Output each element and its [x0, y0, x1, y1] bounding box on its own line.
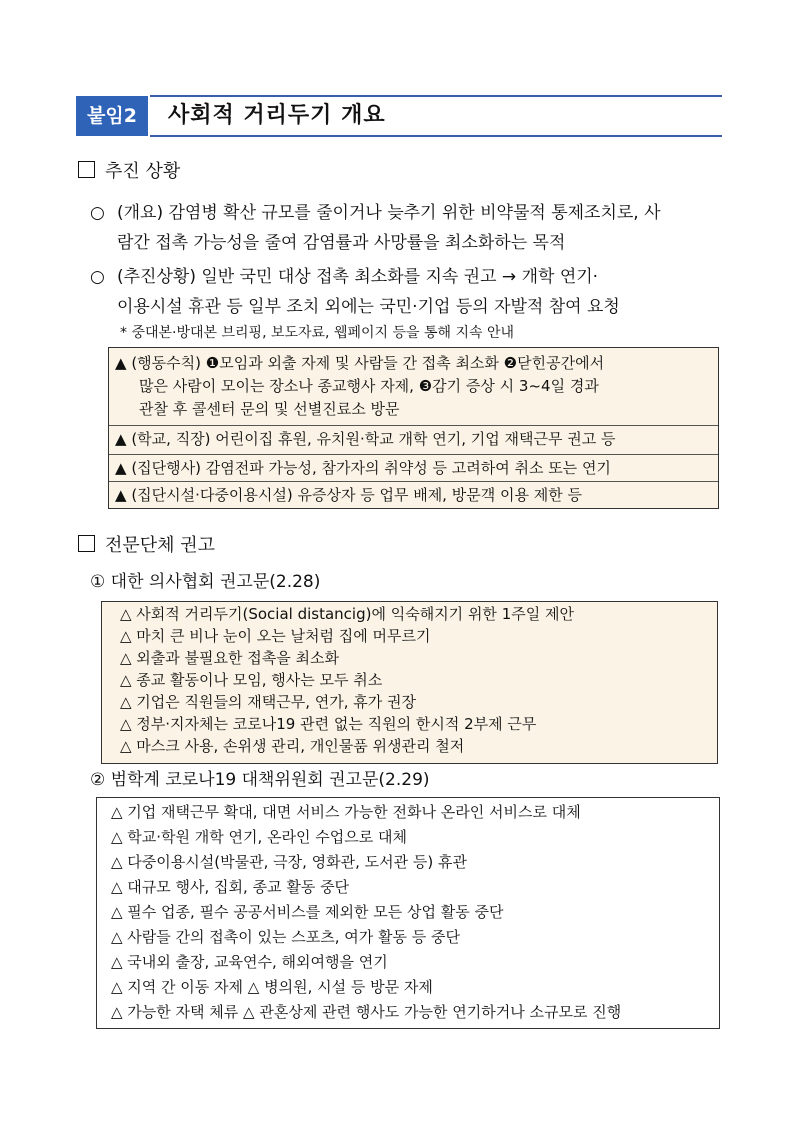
circle-bullet-icon: ○: [90, 267, 105, 287]
title-rule-bottom: [150, 135, 722, 137]
kma-recommendation-box: [101, 601, 718, 764]
bullet-overview-line2: 람간 접촉 가능성을 줄여 감염률과 사망률을 최소화하는 목적: [117, 233, 566, 253]
triangle-bullet-icon: ▲: [115, 430, 127, 448]
footnote: * 중대본·방대본 브리핑, 보도자료, 웹페이지 등을 통해 지속 안내: [120, 325, 515, 341]
action-guideline-box: [108, 347, 719, 509]
list-item: △ 필수 업종, 필수 공공서비스를 제외한 모든 상업 활동 중단: [111, 903, 504, 921]
guideline-row: [115, 428, 616, 450]
section-heading-text: 추진 상황: [105, 161, 181, 182]
guideline-text: (집단시설·다중이용시설) 유증상자 등 업무 배제, 방문객 이용 제한 등: [131, 486, 582, 504]
section-heading-text: 전문단체 권고: [105, 535, 216, 556]
bullet-progress-line1: (추진상황) 일반 국민 대상 접촉 최소화를 지속 권고 → 개학 연기·: [117, 267, 599, 287]
list-item: △ 기업은 직원들의 재택근무, 연가, 휴가 권장: [120, 693, 417, 711]
list-item: △ 다중이용시설(박물관, 극장, 영화관, 도서관 등) 휴관: [111, 853, 467, 871]
triangle-bullet-icon: ▲: [115, 459, 127, 477]
bullet-progress-line2: 이용시설 휴관 등 일부 조치 외에는 국민·기업 등의 자발적 참여 요청: [117, 297, 620, 317]
triangle-bullet-icon: ▲: [115, 486, 127, 504]
checkbox-square-icon: [78, 161, 95, 178]
guideline-row: [115, 484, 582, 506]
list-item: △ 외출과 불필요한 접촉을 최소화: [120, 649, 339, 667]
bullet-overview-line1: (개요) 감염병 확산 규모를 줄이거나 늦추기 위한 비약물적 통제조치로, 사: [117, 203, 661, 223]
section-heading-status: [78, 160, 180, 184]
divider: [109, 454, 718, 455]
guideline-text: (집단행사) 감염전파 가능성, 참가자의 취약성 등 고려하여 취소 또는 연기: [131, 459, 611, 477]
guideline-row: [115, 352, 604, 374]
list-item: △ 지역 간 이동 자제 △ 병의원, 시설 등 방문 자제: [111, 978, 433, 996]
list-item: △ 대규모 행사, 집회, 종교 활동 중단: [111, 878, 350, 896]
list-item: △ 기업 재택근무 확대, 대면 서비스 가능한 전화나 온라인 서비스로 대체: [111, 803, 581, 821]
bullet-overview: [90, 198, 730, 258]
divider: [109, 425, 718, 426]
guideline-row: [115, 457, 611, 479]
triangle-bullet-icon: ▲: [115, 354, 127, 372]
list-item: △ 마스크 사용, 손위생 관리, 개인물품 위생관리 철저: [120, 737, 465, 755]
list-item: △ 마치 큰 비나 눈이 오는 날처럼 집에 머무르기: [120, 627, 431, 645]
list-item: △ 국내외 출장, 교육연수, 해외여행을 연기: [111, 953, 388, 971]
guideline-continuation: 관찰 후 콜센터 문의 및 선별진료소 방문: [139, 400, 400, 418]
page-title: 사회적 거리두기 개요: [168, 103, 386, 128]
guideline-continuation: 많은 사람이 모이는 장소나 종교행사 자제, ❸감기 증상 시 3~4일 경과: [139, 377, 599, 395]
guideline-text: (학교, 직장) 어린이집 휴원, 유치원·학교 개학 연기, 기업 재택근무 권고 등: [131, 430, 616, 448]
list-item: △ 사회적 거리두기(Social distancig)에 익숙해지기 위한 1주일 제안: [120, 605, 574, 623]
sub-heading-kma: ① 대한 의사협회 권고문(2.28): [90, 572, 321, 592]
list-item: △ 학교·학원 개학 연기, 온라인 수업으로 대체: [111, 828, 408, 846]
list-item: △ 정부·지자체는 코로나19 관련 없는 직원의 한시적 2부제 근무: [120, 715, 537, 733]
checkbox-square-icon: [78, 535, 95, 552]
academic-recommendation-box: [96, 797, 720, 1029]
divider: [109, 481, 718, 482]
guideline-text: (행동수칙) ❶모임과 외출 자제 및 사람들 간 접촉 최소화 ❷닫힌공간에서: [131, 354, 605, 372]
bullet-progress: [90, 262, 730, 322]
section-heading-expert: [78, 534, 215, 558]
attachment-badge: 붙임2: [76, 96, 148, 136]
list-item: △ 종교 활동이나 모임, 행사는 모두 취소: [120, 671, 383, 689]
list-item: △ 가능한 자택 체류 △ 관혼상제 관련 행사도 가능한 연기하거나 소규모로 진행: [111, 1003, 622, 1021]
circle-bullet-icon: ○: [90, 203, 105, 223]
list-item: △ 사람들 간의 접촉이 있는 스포츠, 여가 활동 등 중단: [111, 928, 461, 946]
sub-heading-academic: ② 범학계 코로나19 대책위원회 권고문(2.29): [90, 770, 430, 790]
